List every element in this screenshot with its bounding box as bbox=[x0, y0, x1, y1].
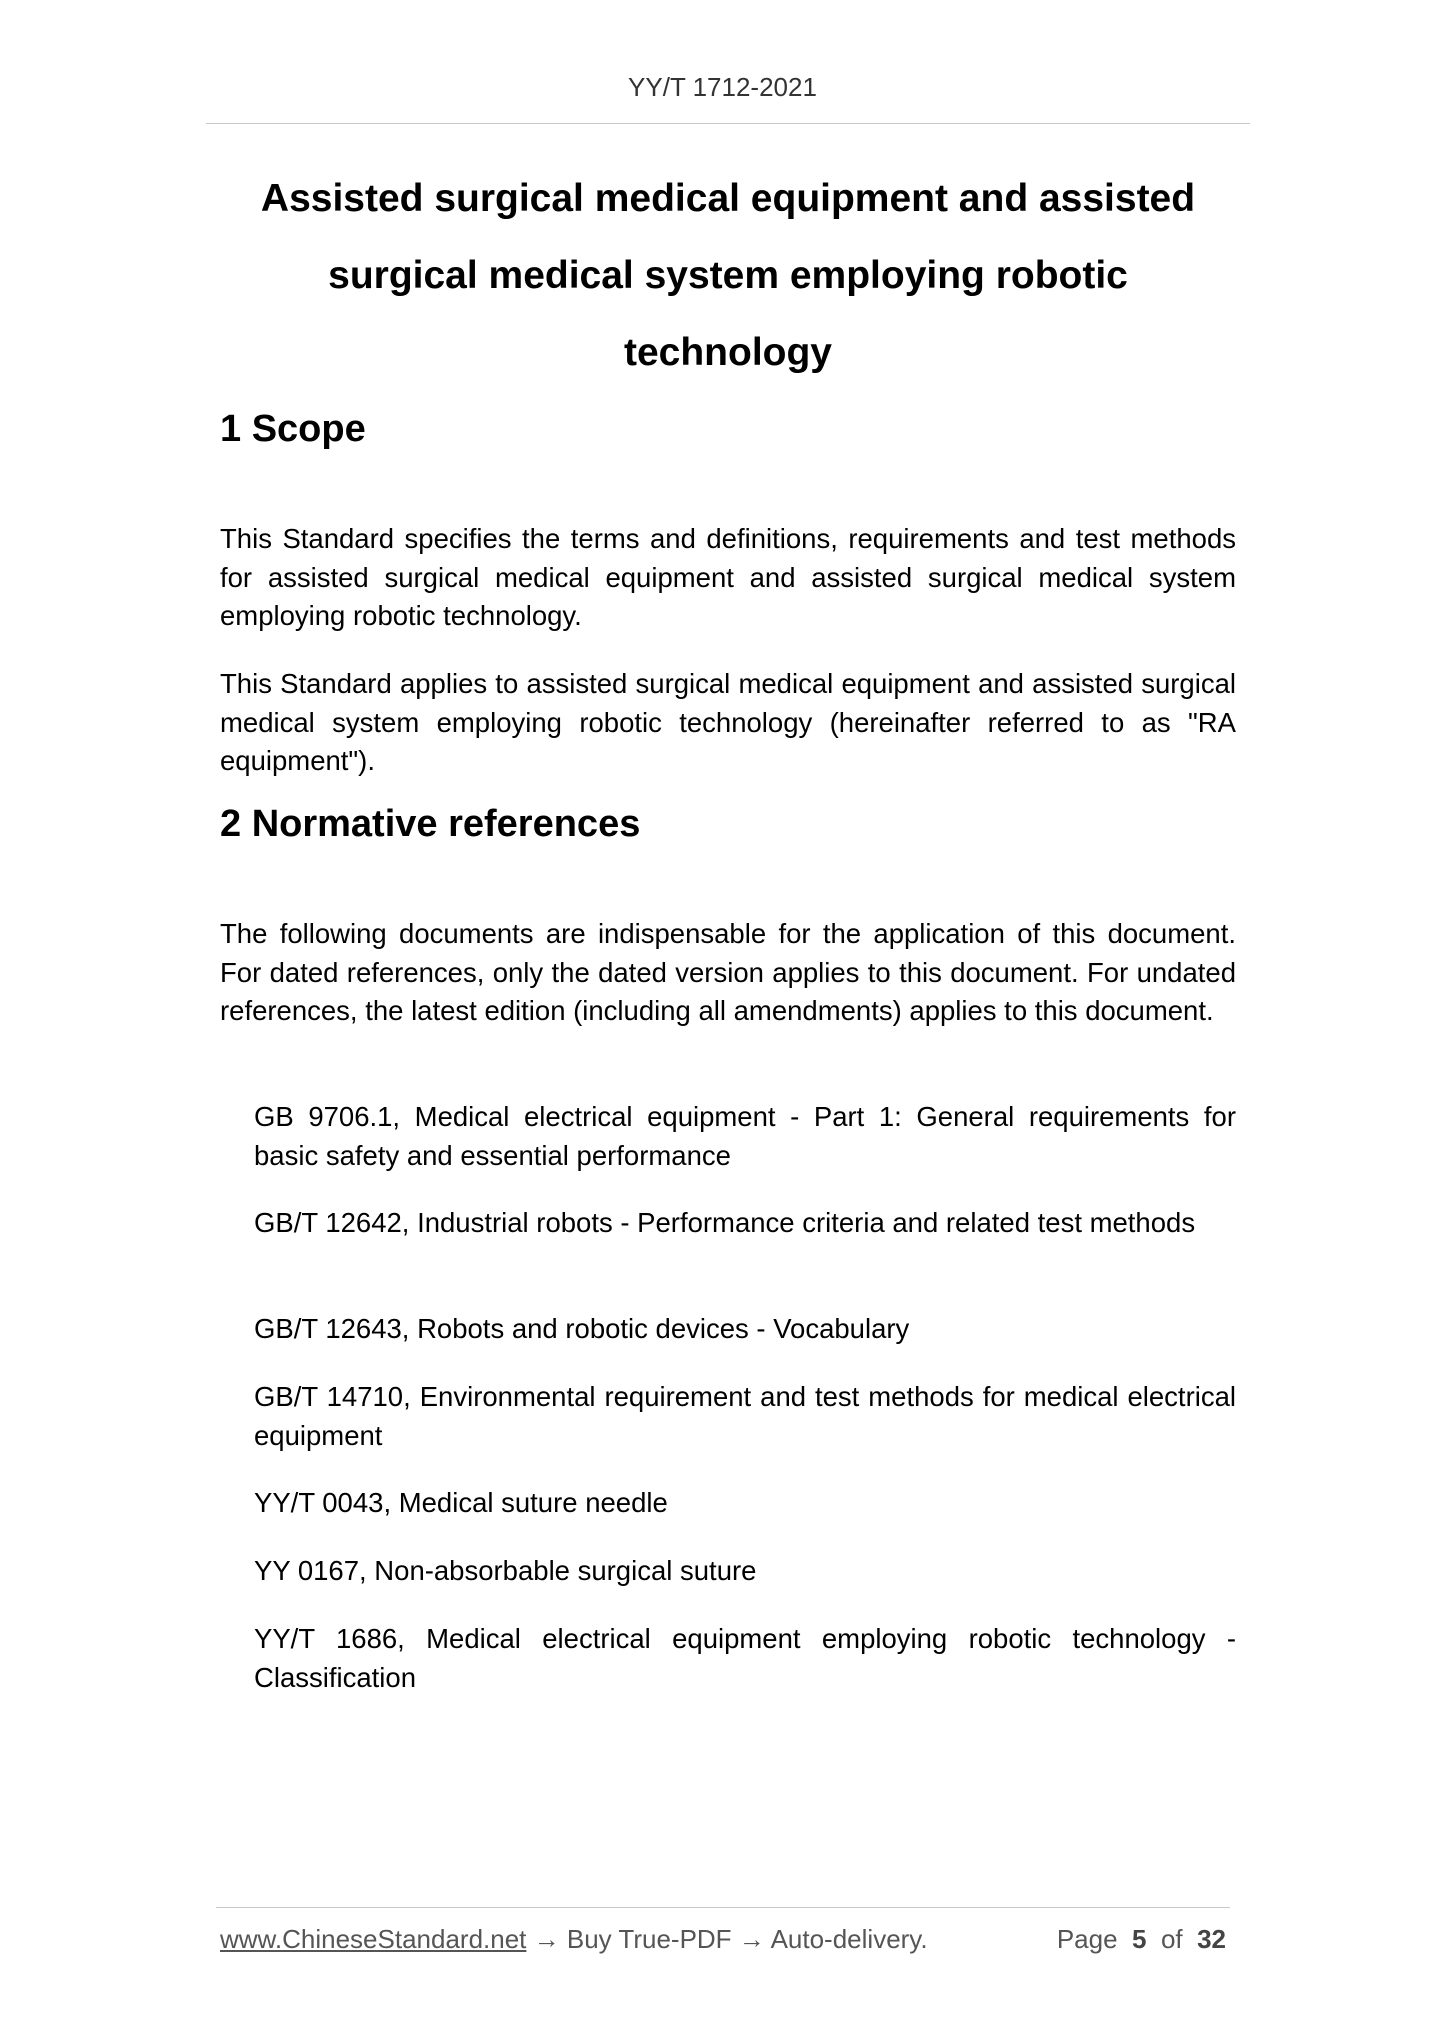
scope-paragraph-2: This Standard applies to assisted surgical medical equipment and assisted surgical medical system employing robotic technology (hereinafter referred to as "RA equipment"). bbox=[220, 668, 1236, 776]
title-line-2: surgical medical system employing robotic bbox=[328, 254, 1128, 297]
document-title bbox=[206, 160, 1250, 391]
page-number bbox=[1057, 1924, 1226, 1955]
page-of: of bbox=[1160, 1924, 1183, 1954]
reference-item: GB 9706.1, Medical electrical equipment - Part 1: General requirements for basic safety and essential performance bbox=[254, 1101, 1236, 1171]
page-current: 5 bbox=[1132, 1924, 1147, 1954]
page-total: 32 bbox=[1197, 1924, 1226, 1954]
title-line-3: technology bbox=[623, 331, 832, 374]
footer-divider bbox=[216, 1907, 1230, 1908]
reference-item: GB/T 14710, Environmental requirement and test methods for medical electrical equipment bbox=[254, 1381, 1236, 1451]
title-line-1: Assisted surgical medical equipment and assisted bbox=[260, 177, 1196, 220]
scope-paragraph-1: This Standard specifies the terms and definitions, requirements and test methods for assisted surgical medical equipment and assisted surgical medical system employing robotic technology. bbox=[220, 523, 1236, 631]
page-label: Page bbox=[1056, 1924, 1118, 1954]
section-heading-normative-references: 2 Normative references bbox=[220, 803, 641, 845]
header-divider bbox=[206, 123, 1250, 124]
website-link[interactable]: www.ChineseStandard.net bbox=[220, 1924, 527, 1954]
reference-item: YY/T 1686, Medical electrical equipment employing robotic technology - Classification bbox=[254, 1623, 1236, 1693]
reference-item: YY/T 0043, Medical suture needle bbox=[254, 1487, 668, 1518]
reference-item: GB/T 12643, Robots and robotic devices - Vocabulary bbox=[254, 1313, 910, 1344]
reference-item: YY 0167, Non-absorbable surgical suture bbox=[254, 1555, 757, 1586]
footer-promo bbox=[220, 1924, 928, 1955]
standard-code-header: YY/T 1712-2021 bbox=[628, 72, 817, 102]
footer-tagline: → Buy True-PDF → Auto-delivery. bbox=[526, 1924, 928, 1954]
normative-intro-paragraph: The following documents are indispensable for the application of this document. For dated references, only the dated version applies to this document. For undated references, the latest edition (including all amendments) applies to this document. bbox=[220, 918, 1236, 1026]
reference-item: GB/T 12642, Industrial robots - Performance criteria and related test methods bbox=[254, 1207, 1196, 1238]
section-heading-scope: 1 Scope bbox=[220, 408, 366, 450]
